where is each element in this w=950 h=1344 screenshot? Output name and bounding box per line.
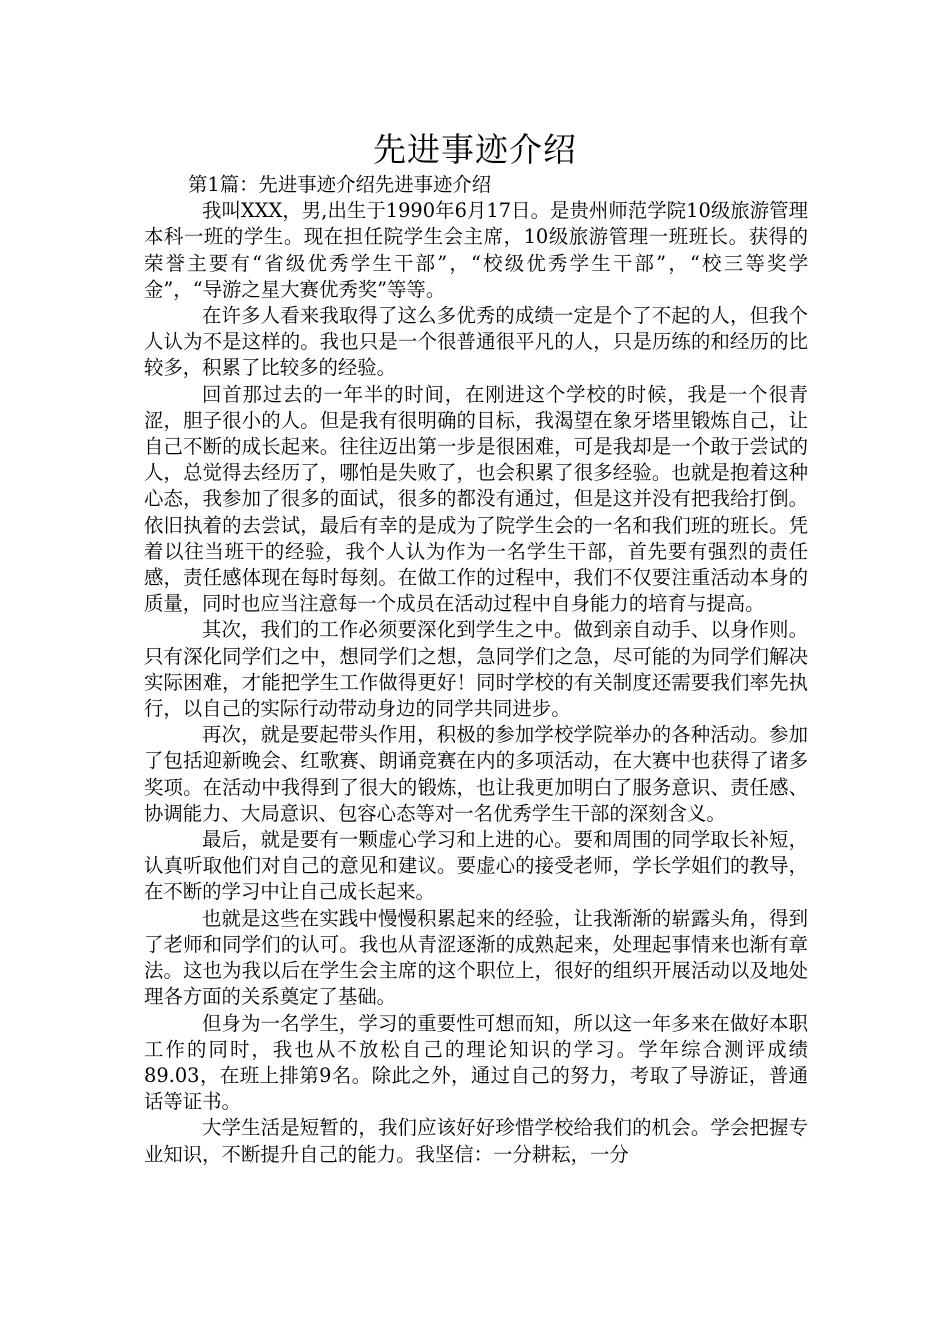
document-title: 先进事迹介绍 [373,130,577,169]
paragraph-experience: 也就是这些在实践中慢慢积累起来的经验，让我渐渐的崭露头角，得到了老师和同学们的认可。我也从青涩逐渐的成熟起来，处理起事情来也渐有章法。这也为我以后在学生会主席的这个职位上，很好的组织开展活动以及地处理各方面的关系奠定了基础。 [144,906,808,1009]
paragraph-study: 但身为一名学生，学习的重要性可想而知，所以这一年多来在做好本职工作的同时，我也从不放松自己的理论知识的学习。学年综合测评成绩89.03，在班上排第9名。除此之外，通过自己的努力，考取了导游证，普通话等证书。 [144,1011,808,1114]
paragraph-intro: 我叫XXX，男,出生于1990年6月17日。是贵州师范学院10级旅游管理本科一班的学生。现在担任院学生会主席，10级旅游管理一班班长。获得的荣誉主要有“省级优秀学生干部”，“校级优秀学生干部”，“校三等奖学金”，“导游之星大赛优秀奖”等等。 [144,199,808,301]
paragraph-looking-back: 回首那过去的一年半的时间，在刚进这个学校的时候，我是一个很青涩，胆子很小的人。但是我有很明确的目标，我渴望在象牙塔里锻炼自己，让自己不断的成长起来。往往迈出第一步是很困难，可是我却是一个敢于尝试的人，总觉得去经历了，哪怕是失败了，也会积累了很多经验。也就是抱着这种心态，我参加了很多的面试，很多的都没有通过，但是这并没有把我给打倒。依旧执着的去尝试，最后有幸的是成为了院学生会的一名和我们班的班长。凭着以往当班干的经验，我个人认为作为一名学生干部，首先要有强烈的责任感，责任感体现在每时每刻。在做工作的过程中，我们不仅要注重活动本身的质量，同时也应当注意每一个成员在活动过程中自身能力的培育与提高。 [144,382,808,616]
paragraph-thirdly: 再次，就是要起带头作用，积极的参加学校学院举办的各种活动。参加了包括迎新晚会、红歌赛、朗诵竞赛在内的多项活动，在大赛中也获得了诸多奖项。在活动中我得到了很大的锻炼，也让我更加明白了服务意识、责任感、协调能力、大局意识、包容心态等对一名优秀学生干部的深刻含义。 [144,723,808,825]
paragraph-finally: 最后，就是要有一颗虚心学习和上进的心。要和周围的同学取长补短，认真听取他们对自己的意见和建议。要虚心的接受老师，学长学姐们的教导，在不断的学习中让自己成长起来。 [144,828,808,904]
section-heading: 第1篇：先进事迹介绍先进事迹介绍 [188,173,492,196]
paragraph-secondly: 其次，我们的工作必须要深化到学生之中。做到亲自动手、以身作则。只有深化同学们之中，想同学们之想，急同学们之急，尽可能的为同学们解决实际困难，才能把学生工作做得更好！同时学校的有关制度还需要我们率先执行，以自己的实际行动带动身边的同学共同进步。 [144,618,808,721]
paragraph-modesty: 在许多人看来我取得了这么多优秀的成绩一定是个了不起的人，但我个人认为不是这样的。我也只是一个很普通很平凡的人，只是历练的和经历的比较多，积累了比较多的经验。 [144,304,808,380]
document-body [144,172,808,1168]
paragraph-college-life: 大学生活是短暂的，我们应该好好珍惜学校给我们的机会。学会把握专业知识，不断提升自己的能力。我坚信：一分耕耘，一分 [144,1116,808,1166]
